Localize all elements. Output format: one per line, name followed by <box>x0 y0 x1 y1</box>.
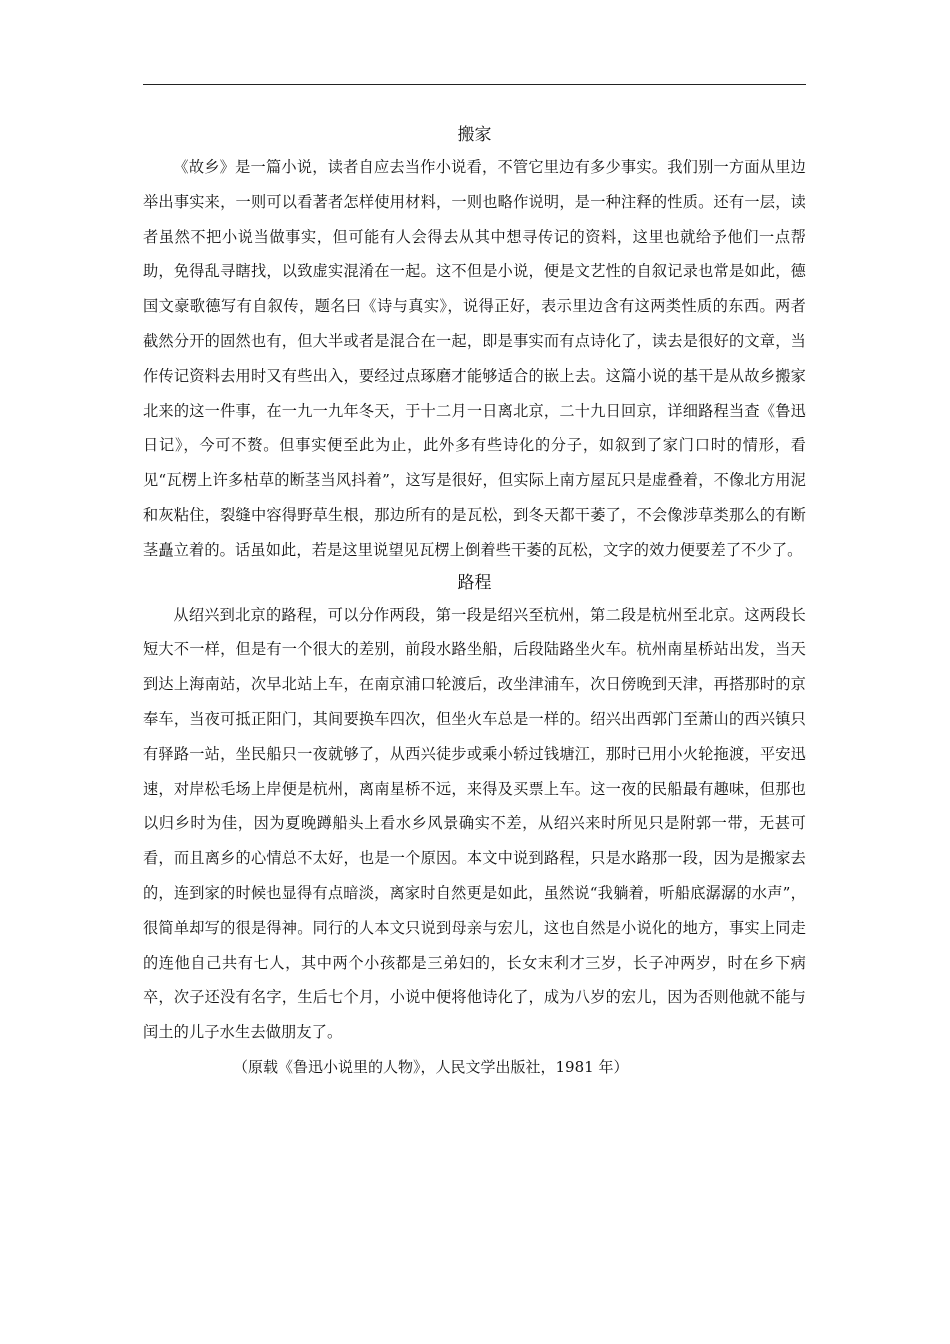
header-rule <box>143 84 806 85</box>
source-citation: （原载《鲁迅小说里的人物》，人民文学出版社，1981 年） <box>233 1057 629 1076</box>
section-paragraph-moving: 《故乡》是一篇小说，读者自应去当作小说看，不管它里边有多少事实。我们别一方面从里边举出事实来，一则可以看著者怎样使用材料，一则也略作说明，是一种注释的性质。还有一层，读者虽然不把小说当做事实，但可能有人会得去从其中想寻传记的资料，这里也就给予他们一点帮助，免得乱寻瞎找，以致虚实混淆在一起。这不但是小说，便是文艺性的自叙记录也常是如此，德国文豪歌德写有自叙传，题名曰《诗与真实》，说得正好，表示里边含有这两类性质的东西。两者截然分开的固然也有，但大半或者是混合在一起，即是事实而有点诗化了，读去是很好的文章，当作传记资料去用时又有些出入，要经过点琢磨才能够适合的嵌上去。这篇小说的基干是从故乡搬家北来的这一件事，在一九一九年冬天，于十二月一日离北京，二十九日回京，详细路程当查《鲁迅日记》，今可不赘。但事实便至此为止，此外多有些诗化的分子，如叙到了家门口时的情形，看见“瓦楞上许多枯草的断茎当风抖着”，这写是很好，但实际上南方屋瓦只是虚叠着，不像北方用泥和灰粘住，裂缝中容得野草生根，那边所有的是瓦松，到冬天都干萎了，不会像涉草类那么的有断茎矗立着的。话虽如此，若是这里说望见瓦楞上倒着些干萎的瓦松，文字的效力便要差了不少了。 <box>143 158 806 559</box>
section-title-route: 路程 <box>457 572 492 593</box>
section-title-moving: 搬家 <box>457 125 492 145</box>
article-body <box>143 120 806 1082</box>
section-paragraph-route: 从绍兴到北京的路程，可以分作两段，第一段是绍兴至杭州，第二段是杭州至北京。这两段长短大不一样，但是有一个很大的差别，前段水路坐船，后段陆路坐火车。杭州南星桥站出发，当天到达上海南站，次早北站上车，在南京浦口轮渡后，改坐津浦车，次日傍晚到天津，再搭那时的京奉车，当夜可抵正阳门，其间要换车四次，但坐火车总是一样的。绍兴出西郭门至萧山的西兴镇只有驿路一站，坐民船只一夜就够了，从西兴徒步或乘小轿过钱塘江，那时已用小火轮拖渡，平安迅速，对岸松毛场上岸便是杭州，离南星桥不远，来得及买票上车。这一夜的民船最有趣味，但那也以归乡时为佳，因为夏晚蹲船头上看水乡风景确实不差，从绍兴来时所见只是附郭一带，无甚可看，而且离乡的心情总不太好，也是一个原因。本文中说到路程，只是水路那一段，因为是搬家去的，连到家的时候也显得有点暗淡，离家时自然更是如此，虽然说“我躺着，听船底潺潺的水声”，很简单却写的很是得神。同行的人本文只说到母亲与宏儿，这也自然是小说化的地方，事实上同走的连他自己共有七人，其中两个小孩都是三弟妇的，长女末利才三岁，长子冲两岁，时在乡下病卒，次子还没有名字，生后七个月，小说中便将他诗化了，成为八岁的宏儿，因为否则他就不能与闰土的儿子水生去做朋友了。 <box>143 605 806 1042</box>
